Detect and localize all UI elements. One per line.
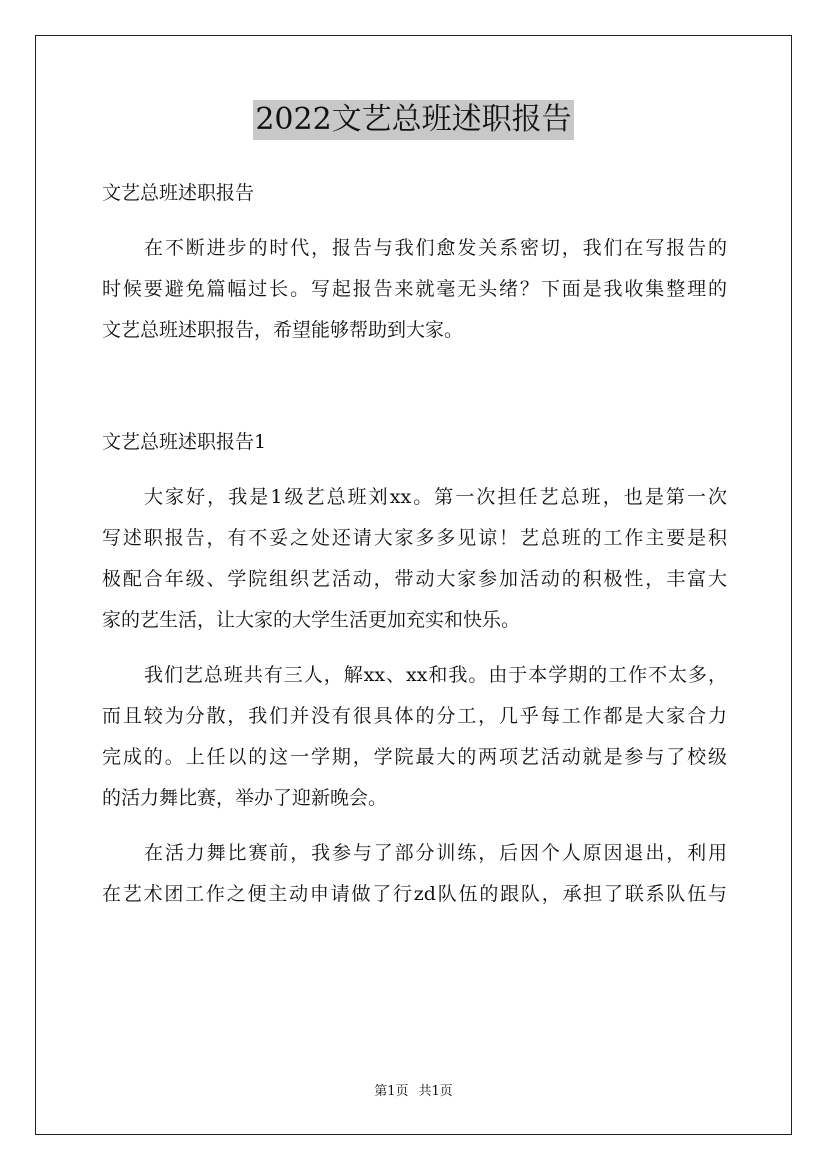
paragraph-line: 而且较为分散，我们并没有很具体的分工，几乎每工作都是大家合力: [102, 705, 727, 727]
document-body: [102, 173, 727, 915]
page-footer: [0, 1083, 827, 1101]
page-number-total: 共1页: [418, 1084, 453, 1099]
paragraph-line: 家的艺生活，让大家的大学生活更加充实和快乐。: [102, 609, 521, 631]
paragraph-line: 在艺术团工作之便主动申请做了行zd队伍的跟队，承担了联系队伍与: [102, 883, 727, 905]
paragraph-line: 我们艺总班共有三人，解xx、xx和我。由于本学期的工作不太多，: [144, 664, 727, 686]
paragraph-1: [102, 477, 727, 641]
intro-paragraph: [102, 228, 727, 351]
title-container: [0, 100, 827, 140]
document-title: 2022文艺总班述职报告: [253, 100, 573, 140]
paragraph-line: 完成的。上任以的这一学期，学院最大的两项艺活动就是参与了校级: [102, 746, 727, 768]
paragraph-line: 时候要避免篇幅过长。写起报告来就毫无头绪？下面是我收集整理的: [102, 278, 727, 300]
paragraph-line: 大家好，我是1级艺总班刘xx。第一次担任艺总班，也是第一次: [144, 486, 727, 508]
paragraph-3: [102, 833, 727, 915]
paragraph-line: 在活力舞比赛前，我参与了部分训练，后因个人原因退出，利用: [144, 842, 727, 864]
paragraph-line: 写述职报告，有不妥之处还请大家多多见谅！艺总班的工作主要是积: [102, 527, 727, 549]
paragraph-line: 在不断进步的时代，报告与我们愈发关系密切，我们在写报告的: [144, 237, 727, 259]
paragraph-line: 的活力舞比赛，举办了迎新晚会。: [102, 787, 388, 809]
paragraph-2: [102, 655, 727, 819]
document-subtitle: 文艺总班述职报告: [102, 182, 255, 204]
paragraph-line: 文艺总班述职报告，希望能够帮助到大家。: [102, 319, 464, 341]
section-heading: 文艺总班述职报告1: [102, 431, 267, 453]
page-number-current: 第1页: [374, 1084, 409, 1099]
paragraph-line: 极配合年级、学院组织艺活动，带动大家参加活动的积极性，丰富大: [102, 568, 727, 590]
